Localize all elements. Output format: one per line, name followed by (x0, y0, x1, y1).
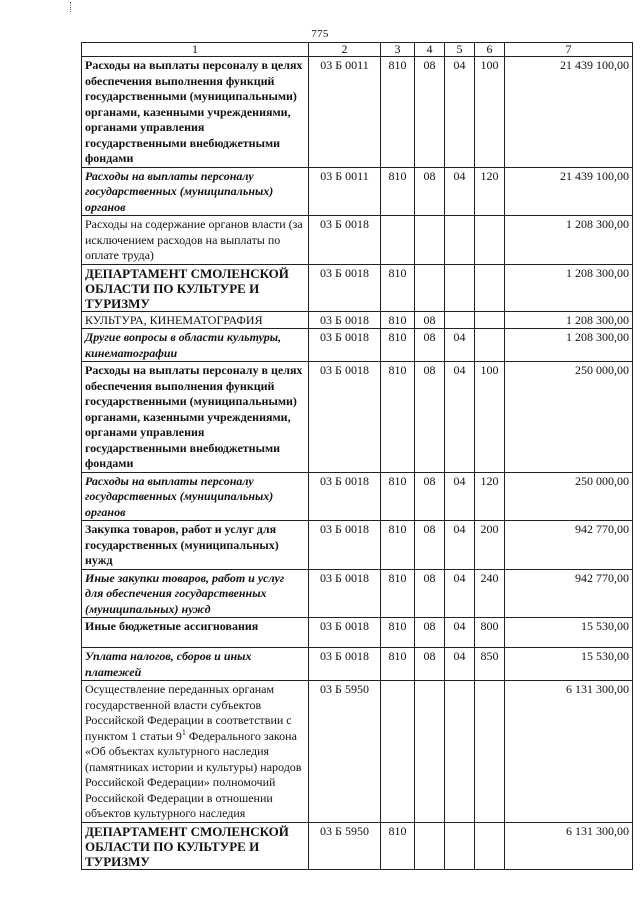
row-department-code: 810 (381, 57, 415, 168)
row-section (415, 216, 445, 265)
table-row (82, 472, 633, 521)
row-amount: 250 000,00 (505, 362, 633, 473)
row-subsection: 04 (445, 167, 475, 216)
row-subsection (445, 264, 475, 311)
header-col-1: 1 (82, 43, 309, 57)
row-subsection: 04 (445, 618, 475, 648)
row-target-code: 03 Б 5950 (309, 681, 381, 823)
table-row (82, 648, 633, 681)
row-section: 08 (415, 57, 445, 168)
row-amount: 15 530,00 (505, 618, 633, 648)
row-target-code: 03 Б 0018 (309, 329, 381, 362)
row-expense-type (475, 216, 505, 265)
row-department-code (381, 216, 415, 265)
row-name (82, 681, 309, 823)
page-number: 775 (311, 28, 329, 40)
row-expense-type (475, 681, 505, 823)
row-amount: 1 208 300,00 (505, 329, 633, 362)
row-amount: 942 770,00 (505, 521, 633, 570)
table-row (82, 311, 633, 329)
row-amount: 942 770,00 (505, 569, 633, 618)
row-section: 08 (415, 311, 445, 329)
table-row (82, 618, 633, 648)
row-name-text: Другие вопросы в области культуры, кинематографии (85, 330, 282, 360)
row-expense-type (475, 264, 505, 311)
row-name-text: Осуществление переданных органам государственной власти субъектов Российской Федерации в соответствии с пунктом 1 статьи 9 (85, 682, 292, 743)
row-amount: 1 208 300,00 (505, 264, 633, 311)
scan-margin-mark (70, 2, 73, 12)
row-subsection: 04 (445, 57, 475, 168)
row-department-code: 810 (381, 521, 415, 570)
row-name-text: Расходы на выплаты персоналу в целях обеспечения выполнения функций государственными (муниципальными) органами, казенными учреждениями, органами управления государственными внебюджетными фондами (85, 363, 303, 470)
row-section: 08 (415, 167, 445, 216)
row-section: 08 (415, 569, 445, 618)
table-row (82, 681, 633, 823)
header-col-7: 7 (505, 43, 633, 57)
row-department-code: 810 (381, 329, 415, 362)
row-target-code: 03 Б 0011 (309, 167, 381, 216)
row-expense-type: 200 (475, 521, 505, 570)
table-row (82, 822, 633, 869)
row-name (82, 521, 309, 570)
table-row (82, 167, 633, 216)
row-subsection: 04 (445, 521, 475, 570)
row-subsection: 04 (445, 329, 475, 362)
header-col-6: 6 (475, 43, 505, 57)
row-target-code: 03 Б 0018 (309, 216, 381, 265)
row-target-code: 03 Б 0018 (309, 648, 381, 681)
row-target-code: 03 Б 0018 (309, 264, 381, 311)
row-amount: 6 131 300,00 (505, 681, 633, 823)
row-name (82, 362, 309, 473)
row-name-superscript: 1 (181, 727, 186, 737)
row-section (415, 822, 445, 869)
row-department-code (381, 681, 415, 823)
row-target-code: 03 Б 0018 (309, 569, 381, 618)
row-expense-type: 850 (475, 648, 505, 681)
row-expense-type (475, 311, 505, 329)
row-subsection (445, 681, 475, 823)
row-name (82, 57, 309, 168)
row-name-text: Закупка товаров, работ и услуг для государственных (муниципальных) нужд (85, 522, 279, 567)
row-target-code: 03 Б 0018 (309, 311, 381, 329)
table-row (82, 362, 633, 473)
row-department-code: 810 (381, 648, 415, 681)
row-amount: 250 000,00 (505, 472, 633, 521)
row-subsection: 04 (445, 569, 475, 618)
row-expense-type: 100 (475, 362, 505, 473)
row-section: 08 (415, 472, 445, 521)
row-name (82, 216, 309, 265)
row-target-code: 03 Б 5950 (309, 822, 381, 869)
row-name-text: Расходы на выплаты персоналу в целях обеспечения выполнения функций государственными (муниципальными) органами, казенными учреждениями, органами управления государственными внебюджетными фондами (85, 58, 303, 165)
row-name (82, 618, 309, 648)
row-department-code: 810 (381, 472, 415, 521)
row-name-text: Расходы на содержание органов власти (за исключением расходов на выплаты по оплате труда) (85, 217, 303, 262)
row-name-text: ДЕПАРТАМЕНТ СМОЛЕНСКОЙ ОБЛАСТИ ПО КУЛЬТУРЕ И ТУРИЗМУ (85, 823, 289, 869)
row-amount: 21 439 100,00 (505, 167, 633, 216)
row-expense-type: 240 (475, 569, 505, 618)
row-subsection: 04 (445, 362, 475, 473)
row-department-code: 810 (381, 569, 415, 618)
header-col-5: 5 (445, 43, 475, 57)
table-row (82, 329, 633, 362)
row-target-code: 03 Б 0018 (309, 362, 381, 473)
row-name (82, 311, 309, 329)
header-row (82, 43, 633, 57)
row-subsection: 04 (445, 472, 475, 521)
table-row (82, 569, 633, 618)
row-department-code: 810 (381, 264, 415, 311)
row-amount: 6 131 300,00 (505, 822, 633, 869)
row-expense-type: 120 (475, 167, 505, 216)
row-subsection (445, 822, 475, 869)
row-amount: 1 208 300,00 (505, 311, 633, 329)
row-name (82, 329, 309, 362)
row-subsection (445, 216, 475, 265)
row-department-code: 810 (381, 311, 415, 329)
row-section (415, 264, 445, 311)
row-expense-type: 100 (475, 57, 505, 168)
table-row (82, 216, 633, 265)
row-name (82, 264, 309, 311)
row-name (82, 822, 309, 869)
row-name-text: Расходы на выплаты персоналу государственных (муниципальных) органов (85, 168, 274, 214)
row-amount: 15 530,00 (505, 648, 633, 681)
row-name-text: ДЕПАРТАМЕНТ СМОЛЕНСКОЙ ОБЛАСТИ ПО КУЛЬТУРЕ И ТУРИЗМУ (85, 265, 289, 311)
row-department-code: 810 (381, 167, 415, 216)
row-name (82, 648, 309, 681)
row-subsection (445, 311, 475, 329)
row-expense-type (475, 329, 505, 362)
header-col-3: 3 (381, 43, 415, 57)
row-section: 08 (415, 521, 445, 570)
row-name (82, 167, 309, 216)
row-name-text: Уплата налогов, сборов и иных платежей (85, 649, 252, 679)
row-name (82, 472, 309, 521)
row-department-code: 810 (381, 822, 415, 869)
header-col-2: 2 (309, 43, 381, 57)
row-name-text: Расходы на выплаты персоналу государственных (муниципальных) органов (85, 473, 274, 519)
row-name-text: КУЛЬТУРА, КИНЕМАТОГРАФИЯ (85, 312, 263, 327)
row-section: 08 (415, 329, 445, 362)
row-amount: 1 208 300,00 (505, 216, 633, 265)
row-section: 08 (415, 362, 445, 473)
row-expense-type (475, 822, 505, 869)
row-section: 08 (415, 618, 445, 648)
row-expense-type: 120 (475, 472, 505, 521)
row-target-code: 03 Б 0018 (309, 521, 381, 570)
row-name-text: Иные бюджетные ассигнования (85, 619, 259, 633)
row-target-code: 03 Б 0018 (309, 472, 381, 521)
table-row (82, 264, 633, 311)
row-expense-type: 800 (475, 618, 505, 648)
row-name-text-continued: Федерального закона «Об объектах культурного наследия (памятниках истории и культуры) народов Российской Федерации» полномочий Российской Федерации в отношении объектов культурного наследия (85, 728, 302, 820)
row-target-code: 03 Б 0011 (309, 57, 381, 168)
row-department-code: 810 (381, 618, 415, 648)
row-subsection: 04 (445, 648, 475, 681)
row-name-text: Иные закупки товаров, работ и услуг для обеспечения государственных (муниципальных) нужд (85, 570, 285, 616)
header-col-4: 4 (415, 43, 445, 57)
row-amount: 21 439 100,00 (505, 57, 633, 168)
row-department-code: 810 (381, 362, 415, 473)
row-section (415, 681, 445, 823)
budget-table (81, 42, 633, 870)
table-row (82, 521, 633, 570)
table-row (82, 57, 633, 168)
row-name (82, 569, 309, 618)
row-target-code: 03 Б 0018 (309, 618, 381, 648)
row-section: 08 (415, 648, 445, 681)
